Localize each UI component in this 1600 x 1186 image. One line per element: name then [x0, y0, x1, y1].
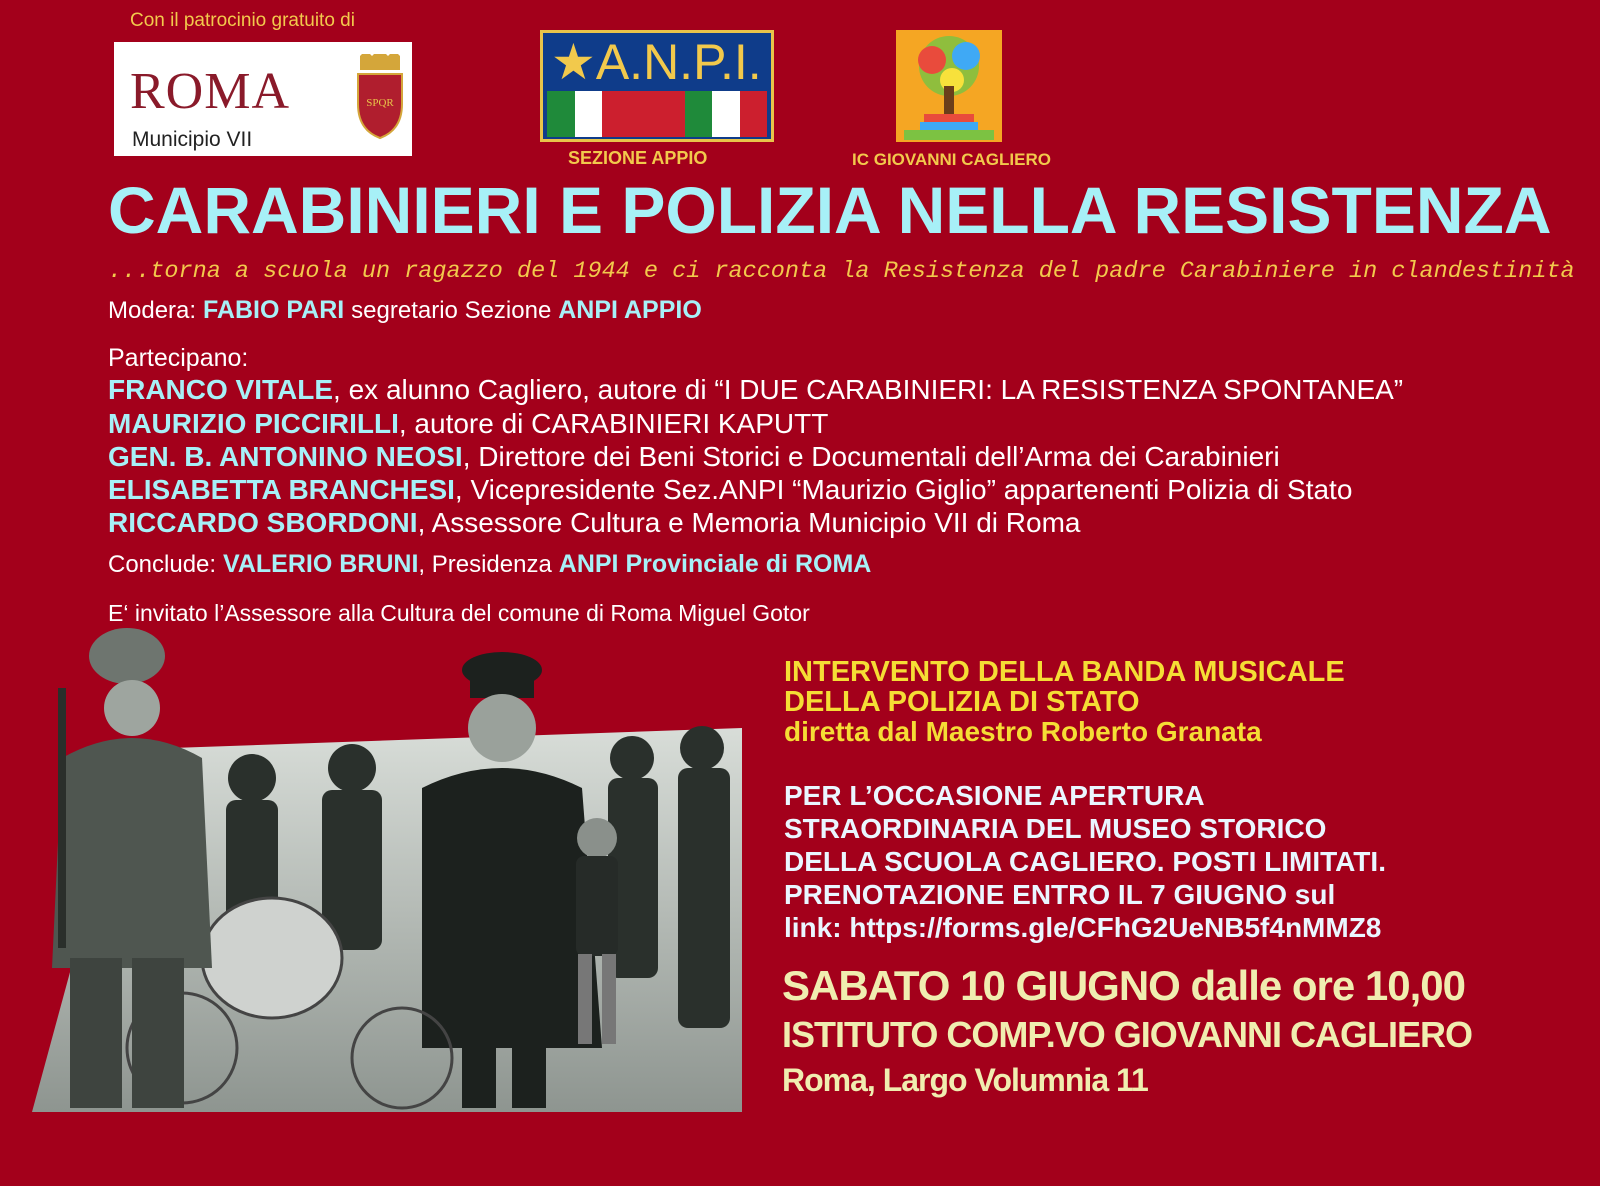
participant-item — [108, 474, 1352, 506]
participant-desc: , Vicepresidente Sez.ANPI “Maurizio Giglio” appartenenti Polizia di Stato — [454, 474, 1353, 505]
participant-name: FRANCO VITALE — [108, 374, 334, 405]
anpi-logo — [540, 30, 774, 142]
historical-photo — [22, 628, 758, 1112]
roma-logo-word: ROMA — [130, 63, 291, 120]
patrocinio-label: Con il patrocinio gratuito di — [130, 10, 355, 31]
anpi-sezione-label: SEZIONE APPIO — [568, 148, 708, 168]
museo-line: STRAORDINARIA DEL MUSEO STORICO — [784, 813, 1327, 844]
booking-link[interactable]: link: https://forms.gle/CFhG2UeNB5f4nMMZ8 — [784, 912, 1382, 943]
event-address: Roma, Largo Volumnia 11 — [782, 1062, 1148, 1098]
conclude-role: , Presidenza — [418, 551, 552, 578]
participant-name: RICCARDO SBORDONI — [108, 507, 418, 538]
invited-guest-line: E‘ invitato l’Assessore alla Cultura del comune di Roma Miguel Gotor — [108, 600, 810, 626]
participant-item — [108, 507, 1080, 539]
participant-name: MAURIZIO PICCIRILLI — [108, 408, 399, 439]
ic-cagliero-label: IC GIOVANNI CAGLIERO — [852, 150, 1051, 169]
participant-item — [108, 374, 1403, 406]
participant-name: ELISABETTA BRANCHESI — [108, 474, 455, 505]
event-date: SABATO 10 GIUGNO dalle ore 10,00 — [782, 962, 1466, 1009]
participant-desc: , Assessore Cultura e Memoria Municipio VII di Roma — [417, 507, 1081, 538]
conclude-line — [108, 550, 871, 579]
roma-logo-municipio: Municipio VII — [132, 128, 253, 151]
participant-desc: , ex alunno Cagliero, autore di “I DUE CARABINIERI: LA RESISTENZA SPONTANEA” — [333, 374, 1404, 405]
participant-name: GEN. B. ANTONINO NEOSI — [108, 441, 463, 472]
roma-municipio-logo — [114, 42, 412, 156]
spqr-shield-icon — [354, 54, 406, 140]
banda-line: DELLA POLIZIA DI STATO — [784, 686, 1140, 718]
moderator-line — [108, 296, 702, 325]
anpi-logo-word: ★A.N.P.I. — [551, 34, 762, 90]
conclude-org: ANPI Provinciale di ROMA — [558, 550, 872, 578]
moderator-role: segretario Sezione — [351, 297, 552, 324]
participant-desc: , Direttore dei Beni Storici e Documentali dell’Arma dei Carabinieri — [462, 441, 1280, 472]
event-title: CARABINIERI E POLIZIA NELLA RESISTENZA — [108, 173, 1552, 247]
tree-icon — [896, 30, 1002, 142]
museo-line: PRENOTAZIONE ENTRO IL 7 GIUGNO sul — [784, 879, 1336, 910]
conclude-label: Conclude: — [108, 551, 217, 578]
conclude-name: VALERIO BRUNI — [223, 550, 419, 578]
participant-item — [108, 408, 828, 440]
participants-label: Partecipano: — [108, 344, 249, 372]
svg-text:SPQR: SPQR — [366, 97, 394, 109]
moderator-label: Modera: — [108, 297, 197, 324]
moderator-name: FABIO PARI — [203, 296, 345, 324]
event-subtitle: ...torna a scuola un ragazzo del 1944 e ci racconta la Resistenza del padre Carabiniere in clandestinità — [108, 258, 1575, 285]
banda-line: diretta dal Maestro Roberto Granata — [784, 716, 1262, 747]
moderator-org: ANPI APPIO — [558, 296, 702, 324]
museo-line: DELLA SCUOLA CAGLIERO. POSTI LIMITATI. — [784, 846, 1386, 877]
ic-cagliero-logo — [896, 30, 1002, 142]
participant-desc: , autore di CARABINIERI KAPUTT — [398, 408, 829, 439]
banda-line: INTERVENTO DELLA BANDA MUSICALE — [784, 656, 1345, 688]
participant-item — [108, 441, 1280, 473]
museo-line: PER L’OCCASIONE APERTURA — [784, 780, 1205, 811]
flag-icon — [547, 91, 767, 137]
event-place: ISTITUTO COMP.VO GIOVANNI CAGLIERO — [782, 1014, 1473, 1055]
